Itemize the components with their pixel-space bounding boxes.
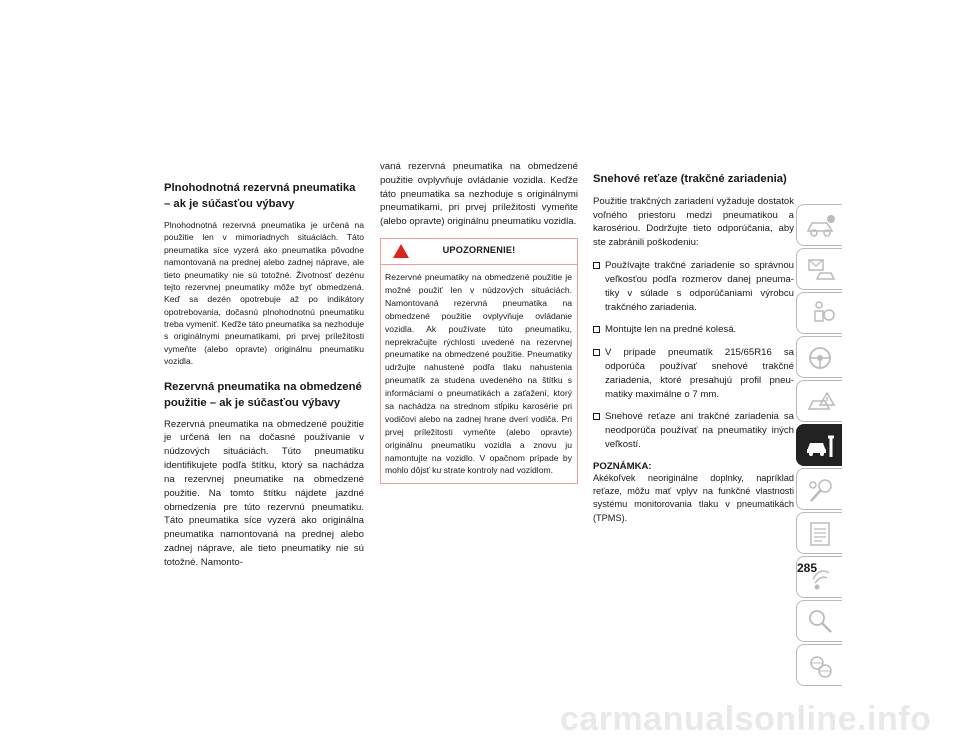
paragraph-full-spare: Plnohodnotná rezervná pneumatika je určená na použitie len v mimoriadnych situáciách. Táto pneumatika síce vyzerá ako pneumatika pôvodne namontovaná na prednej alebo zadnej náprave, ale tieto pneumatiky nie sú totožné. Životnosť dezénu tejto rezervnej pneumatiky môže byť obmedzená. Keď sa dezén opotrebuje až po indikátory opotrebovania, dočasnú plnohodnotnú pneumatiku treba vymeniť. Keďže táto pneumatika sa nezhoduje s originálnymi pneumatikami, pri prvej príležitosti vymeňte (alebo opravte) originálnu pneumatiku vozidla. [164,220,364,367]
footer-watermark: carmanualsonline.info [560,700,932,738]
warning-header [381,239,577,265]
tab-index[interactable] [796,600,842,642]
warning-box [380,238,578,484]
snow-chain-bullet-list [593,259,794,452]
tab-car-warning[interactable] [796,380,842,422]
note-title: POZNÁMKA: [593,460,652,472]
section-heading-limited-spare: Rezervná pneumatika na obmedzené použitie – ak je súčasťou výbavy [164,380,362,409]
tab-car-tools[interactable] [796,424,842,466]
section-heading-full-spare: Plnohodnotná rezervná pneumatika – ak je súčasťou výbavy [164,182,356,211]
airbag-person-icon [805,299,837,329]
car-info-icon [805,211,837,241]
column-middle [380,160,578,484]
checkbox-bullet-icon [593,413,600,420]
page-number: 285 [797,561,818,575]
magnifier-index-icon [805,607,837,637]
wrench-gear-icon [805,475,837,505]
list-item: Snehové reťaze ani trakčné zariadenia sa neodporúča používať na pneumatiky iných veľkostí. [593,410,794,451]
list-item: V prípade pneumatík 215/65R16 sa odporúča používať snehové trakčné zariadenia, ktoré presahujú profil pneumatiky maximálne o 7 mm. [593,346,794,401]
paragraph-limited-spare: Rezervná pneumatika na obmedzené použitie je určená len na dočasné používanie v núdzových situáciách. Túto pneumatiku identifikujete podľa štítku, ktorý sa nachádza na rezervnej pneumatike na obmedzené použitie. Na tomto štítku nájdete jazdné obmedzenia pre túto rezervnú pneumatiku. Táto pneumatika síce vyzerá ako originálna pneumatika namontovaná na prednej alebo zadnej náprave, ale tieto pneumatiky nie sú totožné. Namonto- [164,418,364,568]
car-warning-icon [805,387,837,417]
column-right [593,172,794,525]
tab-specifications[interactable] [796,512,842,554]
tab-car-info[interactable] [796,204,842,246]
note-text: Akékoľvek neoriginálne doplnky, napríklad reťaze, môžu mať vplyv na funkčné vlastnosti systému monitorovania tlaku v pneumatikách (TPMS). [593,472,794,523]
checkbox-bullet-icon [593,326,600,333]
specifications-list-icon [805,519,837,549]
warning-text: Rezervné pneumatiky na obmedzené použitie je možné použiť len v núdzových situáciách. Namontovaná rezervná pneumatika na obmedzené použitie ovplyvňuje ovládanie vozidla. Ak používate túto pneumatiku, neprekračujte rýchlosti uvedené na rezervnej pneumatike na obmedzené použitie. Pneumatiky udržujte nahustené podľa tlaku nahustenia pneumatík za studena uvedeného na štítku s informáciami o pneumatikách a zaťažení, ktorý sa nachádza na strednom stĺpiku karosérie pri vodičovi alebo na zadnej hrane dverí vodiča. Pri prvej príležitosti vymeňte (alebo opravte) originálnu pneumatiku vozidla a znovu ju namontujte na vozidlo. V opačnom prípade by mohlo dôjsť ku strate kontroly nad vozidlom. [385,272,572,476]
car-tools-icon [805,431,837,461]
paragraph-snow-chains-intro: Použitie trakčných zariadení vyžaduje dostatok voľného priestoru medzi pneumatikou a karosériou. Dodržujte tieto odporúčania, aby ste zabránili poškodeniu: [593,195,794,249]
section-heading-snow-chains: Snehové reťaze (trakčné zariadenia) [593,173,787,185]
tab-language[interactable] [796,644,842,686]
tab-steering-wheel[interactable] [796,336,842,378]
steering-wheel-icon [805,343,837,373]
car-mail-icon [805,255,837,285]
chapter-tabs [796,204,842,688]
column-left [164,180,364,570]
paragraph-limited-spare-continued: vaná rezervná pneumatika na obmedzené použitie ovplyvňuje ovládanie vozidla. Keďže táto pneumatika sa nezhoduje s originálnymi pneumatikami, pri prvej príležitosti vymeňte (alebo opravte) originálnu pneumatiku vozidla. [380,161,578,228]
list-item: Používajte trakčné zariadenie so správnou veľkosťou podľa rozmerov danej pneumatiky v súlade s odporúčaniami výrobcu trakčného zariadenia. [593,259,794,314]
tab-car-mail[interactable] [796,248,842,290]
language-globe-icon [805,651,837,681]
tab-airbag-person[interactable] [796,292,842,334]
checkbox-bullet-icon [593,349,600,356]
warning-title: UPOZORNENIE! [442,245,516,256]
list-item: Montujte len na predné kolesá. [593,323,794,337]
checkbox-bullet-icon [593,262,600,269]
tab-wrench-gear[interactable] [796,468,842,510]
